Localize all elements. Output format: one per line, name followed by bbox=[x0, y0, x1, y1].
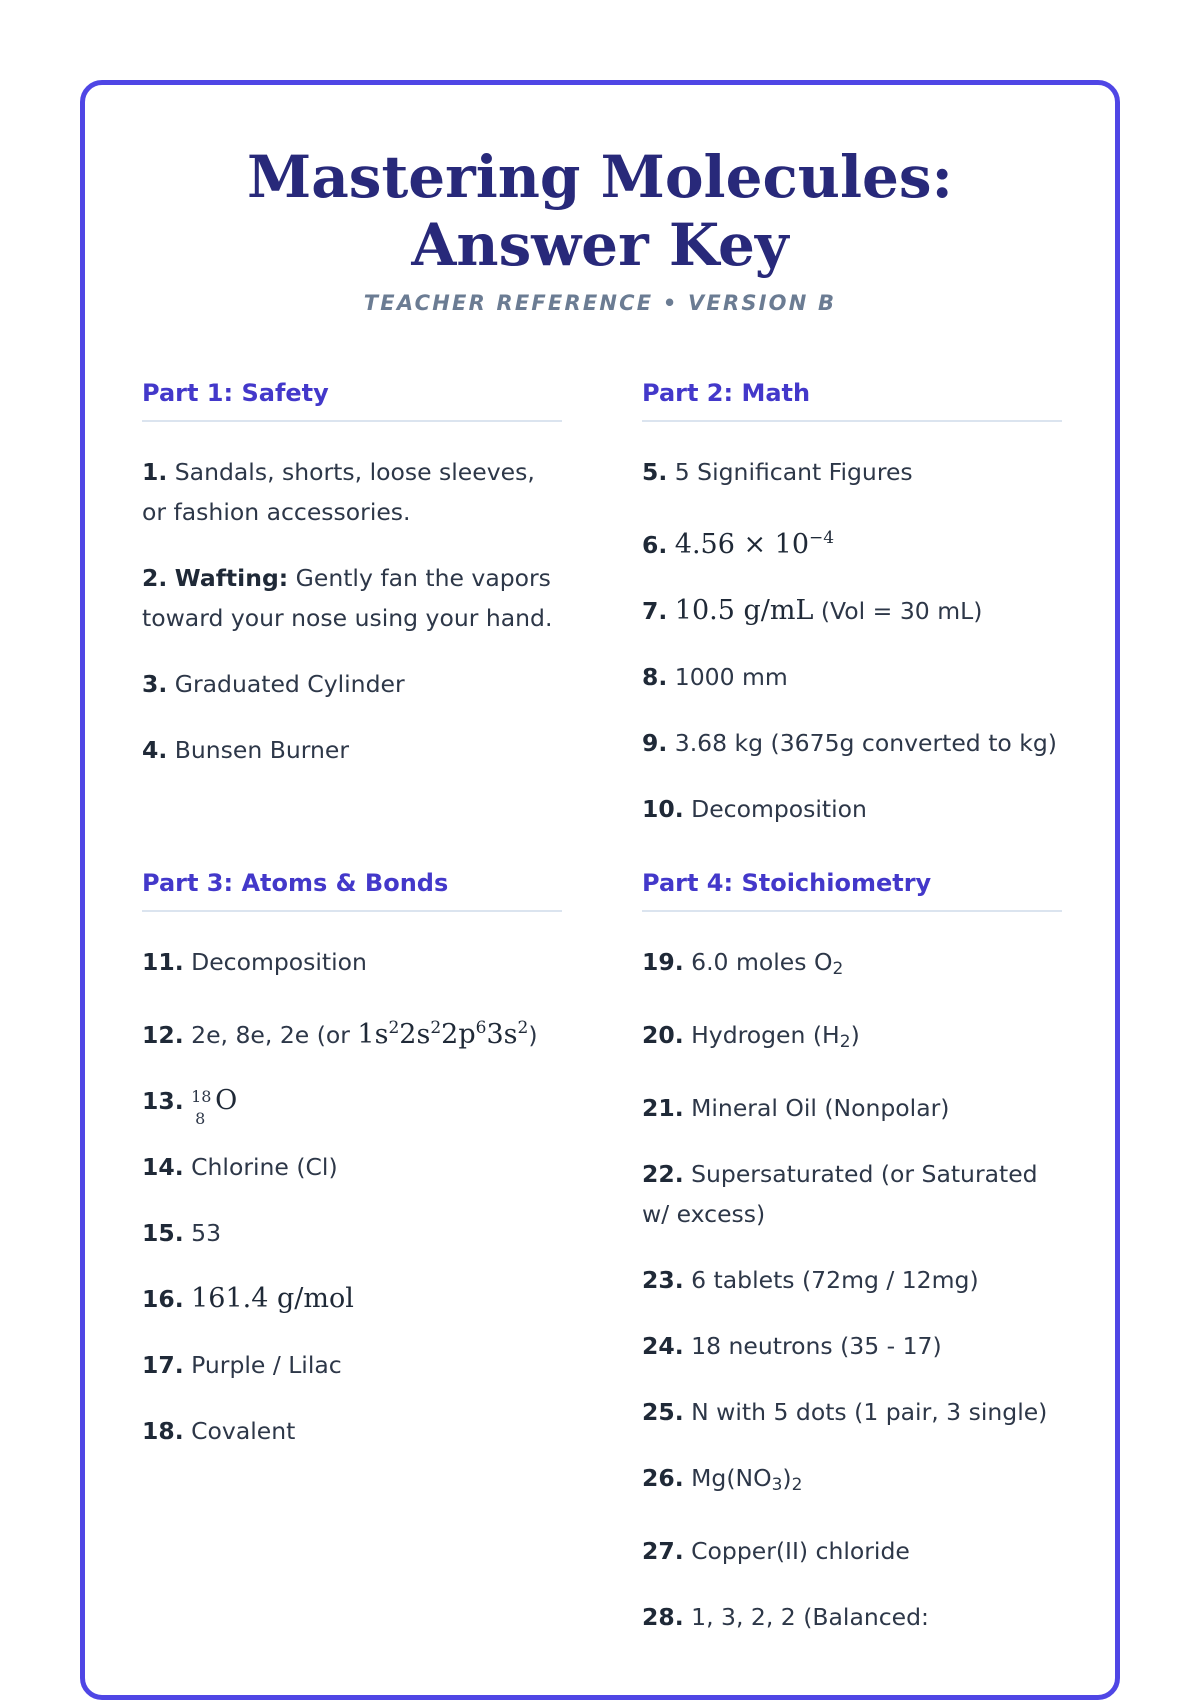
section-part-3 bbox=[142, 866, 562, 1477]
answer-item: 26. $Mg(NO_3)_2$ bbox=[642, 1464, 803, 1495]
answer-item: 24. 18 neutrons (35 - 17) bbox=[642, 1332, 942, 1360]
section-part-4 bbox=[642, 866, 1062, 1663]
answer-item: 17. Purple / Lilac bbox=[142, 1351, 342, 1379]
answer-item: 20. Hydrogen $(H_2)$ bbox=[642, 1021, 860, 1052]
answer-item: 27. Copper(II) chloride bbox=[642, 1537, 910, 1565]
section-heading: Part 2: Math bbox=[642, 376, 1062, 422]
answer-item: 3. Graduated Cylinder bbox=[142, 670, 405, 698]
answer-item: 9. 3.68 kg (3675g converted to kg) bbox=[642, 729, 1057, 757]
answer-item: 21. Mineral Oil (Nonpolar) bbox=[642, 1094, 950, 1122]
answer-item: 16. 161.4 g/mol bbox=[142, 1283, 354, 1314]
answer-key-card bbox=[80, 80, 1120, 1700]
answer-item: 5. 5 Significant Figures bbox=[642, 458, 913, 486]
answer-item: 2. Wafting: Gently fan the vapors toward your nose using your hand. bbox=[142, 564, 553, 632]
answer-item: 1. Sandals, shorts, loose sleeves, or fashion accessories. bbox=[142, 458, 535, 526]
answer-item: 19. 6.0 moles $O_2$ bbox=[642, 948, 844, 979]
answer-item: 6. $4.56 \times 10^{-4}$ bbox=[642, 528, 835, 560]
answer-item: 8. 1000 mm bbox=[642, 663, 788, 691]
answer-item: 25. N with 5 dots (1 pair, 3 single) bbox=[642, 1398, 1048, 1426]
math-expression: $4.56 \times 10^{-4}$ bbox=[674, 528, 835, 560]
answer-item: 22. Supersaturated (or Saturated w/ excess) bbox=[642, 1160, 1038, 1228]
isotope-notation: 18 8 bbox=[191, 1087, 212, 1128]
page-subtitle: TEACHER REFERENCE • VERSION B bbox=[363, 291, 837, 315]
answer-item: 14. Chlorine (Cl) bbox=[142, 1153, 338, 1181]
answer-item: 7. 10.5 g/mL (Vol = 30 mL) bbox=[642, 595, 983, 626]
section-heading: Part 1: Safety bbox=[142, 376, 562, 422]
answer-item: 28. 1, 3, 2, 2 (Balanced: bbox=[642, 1603, 929, 1631]
section-heading: Part 3: Atoms & Bonds bbox=[142, 866, 562, 912]
section-heading: Part 4: Stoichiometry bbox=[642, 866, 1062, 912]
answer-item: 13. 18 8 O bbox=[142, 1085, 238, 1128]
answer-item: 10. Decomposition bbox=[642, 795, 867, 823]
answer-item: 4. Bunsen Burner bbox=[142, 736, 350, 764]
answer-item: 15. 53 bbox=[142, 1219, 222, 1247]
answer-item: 18. Covalent bbox=[142, 1417, 296, 1445]
section-part-1 bbox=[142, 376, 562, 796]
page-title: Mastering Molecules: Answer Key bbox=[247, 143, 953, 279]
answer-item: 12. 2e, 8e, 2e (or $1s^22s^22p^63s^2$) bbox=[142, 1018, 538, 1050]
answer-item: 11. Decomposition bbox=[142, 948, 367, 976]
answer-item: 23. 6 tablets (72mg / 12mg) bbox=[642, 1266, 979, 1294]
electron-configuration: $1s^22s^22p^63s^2$ bbox=[357, 1018, 529, 1050]
section-part-2 bbox=[642, 376, 1062, 855]
